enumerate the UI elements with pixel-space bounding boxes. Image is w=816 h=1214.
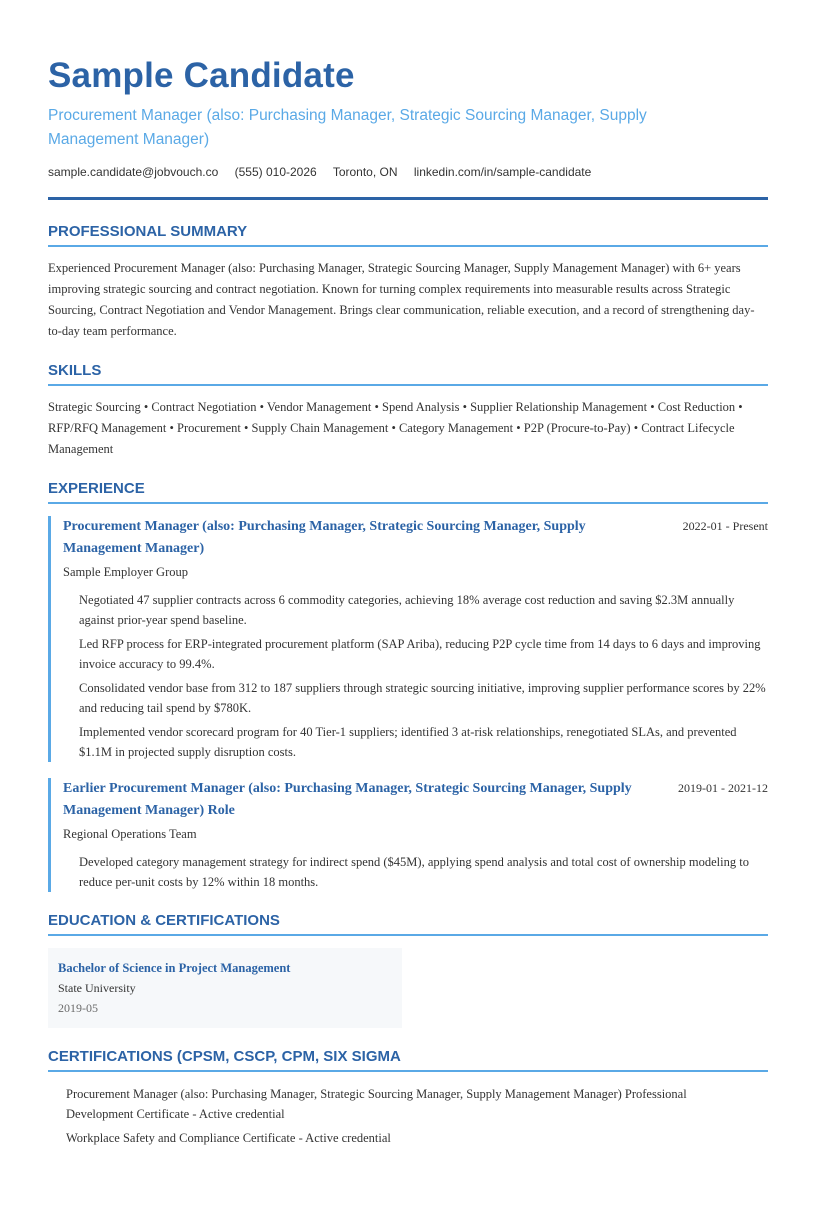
job-company: Regional Operations Team bbox=[63, 827, 197, 841]
contact-location: Toronto, ON bbox=[332, 165, 398, 179]
job-bullets bbox=[63, 852, 768, 892]
experience-heading: EXPERIENCE bbox=[48, 480, 768, 504]
certifications-heading: CERTIFICATIONS (CPSM, CSCP, CPM, SIX SIGMA bbox=[48, 1048, 768, 1072]
certifications-list bbox=[66, 1084, 756, 1152]
contact-line bbox=[48, 165, 604, 179]
contact-email[interactable]: sample.candidate@jobvouch.co bbox=[48, 165, 219, 179]
education-card bbox=[48, 948, 402, 1028]
job-dates: 2022-01 - Present bbox=[682, 519, 768, 533]
job-company: Sample Employer Group bbox=[63, 565, 188, 579]
summary-heading: PROFESSIONAL SUMMARY bbox=[48, 223, 768, 247]
certification-item: Workplace Safety and Compliance Certificate - Active credential bbox=[66, 1131, 391, 1145]
job-bullet: Consolidated vendor base from 312 to 187 suppliers through strategic sourcing initiative, improving supplier performance scores by 22% and reducing tail spend by $780K. bbox=[79, 681, 766, 715]
education-heading: EDUCATION & CERTIFICATIONS bbox=[48, 912, 768, 936]
summary-text: Experienced Procurement Manager (also: Purchasing Manager, Strategic Sourcing Manager, Supply Management Manager) with 6+ years improving strategic sourcing and contract negotiation. Known for turning complex requirements into measurable results across Strategic Sourcing, Contract Negotiation and Vendor Management. Brings clear communication, reliable execution, and a record of strengthening day-to-day team performance. bbox=[48, 261, 755, 338]
job-bullet: Negotiated 47 supplier contracts across 6 commodity categories, achieving 18% average cost reduction and saving $2.3M annually against prior-year spend baseline. bbox=[79, 593, 735, 627]
job-entry bbox=[48, 516, 768, 762]
job-entry bbox=[48, 778, 768, 892]
education-school: State University bbox=[58, 981, 136, 995]
job-title: Earlier Procurement Manager (also: Purchasing Manager, Strategic Sourcing Manager, Supply Management Manager) Role bbox=[63, 781, 632, 818]
header-divider bbox=[48, 197, 768, 200]
job-bullet: Developed category management strategy for indirect spend ($45M), applying spend analysis and total cost of ownership modeling to reduce per-unit costs by 12% within 18 months. bbox=[79, 855, 749, 889]
education-degree: Bachelor of Science in Project Management bbox=[58, 961, 291, 975]
skills-text: Strategic Sourcing • Contract Negotiation • Vendor Management • Spend Analysis • Supplier Relationship Management • Cost Reduction • RFP/RFQ Management • Procurement • Supply Chain Management • Category Management • P2P (Procure-to-Pay) • Contract Lifecycle Management bbox=[48, 400, 743, 456]
contact-phone: (555) 010-2026 bbox=[234, 165, 317, 179]
skills-heading: SKILLS bbox=[48, 362, 768, 386]
job-bullet: Led RFP process for ERP-integrated procurement platform (SAP Ariba), reducing P2P cycle time from 14 days to 6 days and improving invoice accuracy to 99.4%. bbox=[79, 637, 761, 671]
candidate-headline: Procurement Manager (also: Purchasing Manager, Strategic Sourcing Manager, Supply Management Manager) bbox=[48, 107, 647, 148]
candidate-name: Sample Candidate bbox=[48, 56, 355, 95]
job-dates: 2019-01 - 2021-12 bbox=[678, 781, 768, 795]
contact-linkedin[interactable]: linkedin.com/in/sample-candidate bbox=[413, 165, 592, 179]
job-bullet: Implemented vendor scorecard program for 40 Tier-1 suppliers; identified 3 at-risk relationships, renegotiated SLAs, and prevented $1.1M in projected supply disruption costs. bbox=[79, 725, 737, 759]
certification-item: Procurement Manager (also: Purchasing Manager, Strategic Sourcing Manager, Supply Management Manager) Professional Development Certificate - Active credential bbox=[66, 1087, 687, 1121]
job-bullets bbox=[63, 590, 768, 762]
education-date: 2019-05 bbox=[58, 1001, 98, 1015]
job-title: Procurement Manager (also: Purchasing Manager, Strategic Sourcing Manager, Supply Management Manager) bbox=[63, 519, 586, 556]
